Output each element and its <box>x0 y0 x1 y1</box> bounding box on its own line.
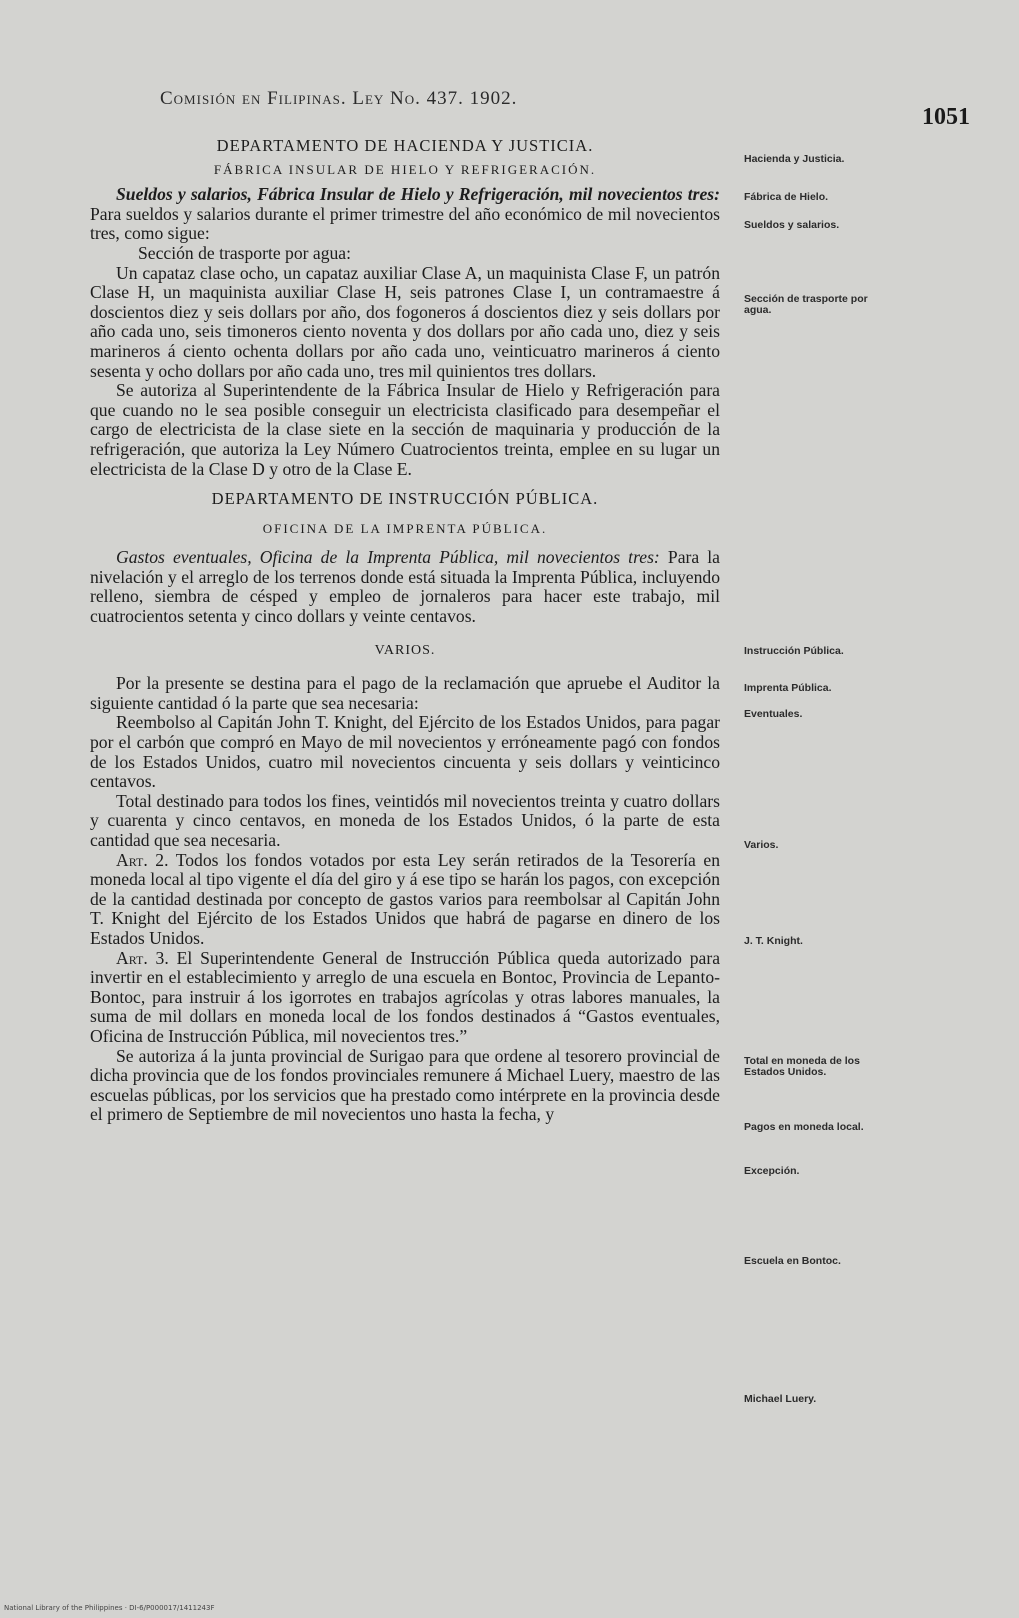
main-text-column <box>90 130 720 1125</box>
paragraph-sueldos-title: Sueldos y salarios, Fábrica Insular de Hielo y Refrigeración, mil novecientos tres: <box>116 184 720 205</box>
paragraph-seccion: Sección de trasporte por agua: <box>138 242 351 263</box>
paragraph-gastos-title: Gastos eventuales, Oficina de la Imprenta Pública, mil novecientos tres: <box>116 547 660 568</box>
margin-note-seccion: Sección de trasporte por agua. <box>744 293 868 316</box>
art2-text: Todos los fondos votados por esta Ley serán retirados de la Tesorería en moneda local al tipo vigente el día del giro y á ese tipo se harán los pagos, con excepción de la cantidad destinada por concepto de gastos varios para reembolsar al Capitán John T. Knight del Ejército de los Estados Unidos que habrá de pagarse en dinero de los Estados Unidos. <box>90 849 721 948</box>
margin-note-escuela: Escuela en Bontoc. <box>744 1255 841 1267</box>
subheading-imprenta: OFICINA DE LA IMPRENTA PÚBLICA. <box>262 520 548 536</box>
margin-note-total: Total en moneda de los Estados Unidos. <box>744 1055 860 1078</box>
art3-label: Art. 3. <box>116 947 169 968</box>
margin-note-fabrica: Fábrica de Hielo. <box>744 191 829 203</box>
page-number: 1051 <box>922 104 970 130</box>
margin-note-instruccion: Instrucción Pública. <box>744 645 844 657</box>
margin-note-eventuales: Eventuales. <box>744 708 803 720</box>
paragraph-luery: Se autoriza á la junta provincial de Surigao para que ordene al tesorero provincial de dicha provincia que de los fondos provinciales remunere á Michael Luery, maestro de las escuelas públicas, por los servicios que ha prestado como intérprete en la provincia desde el primero de Septiembre de mil novecientos uno hasta la fecha, y <box>90 1045 720 1125</box>
margin-note-hacienda: Hacienda y Justicia. <box>744 153 845 165</box>
paragraph-sueldos <box>90 185 720 244</box>
running-title: Comisión en Filipinas. Ley No. 437. 1902. <box>160 88 518 109</box>
margin-note-pagos: Pagos en moneda local. <box>744 1121 864 1133</box>
margin-note-varios: Varios. <box>744 839 779 851</box>
section-heading-hacienda: DEPARTAMENTO DE HACIENDA Y JUSTICIA. <box>216 136 594 155</box>
paragraph-reclamacion: Por la presente se destina para el pago de la reclamación que apruebe el Auditor la siguiente cantidad ó la parte que sea necesaria: <box>90 673 720 713</box>
art3-text: El Superintendente General de Instrucción Pública queda autorizado para invertir en el establecimiento y arreglo de una escuela en Bontoc, Provincia de Lepanto-Bontoc, para instruir á los igorrotes en trabajos agrícolas y otras labores manuales, la suma de mil dollars en moneda local de los fondos destinados á “Gastos eventuales, Oficina de Instrucción Pública, mil novecientos tres.” <box>90 947 721 1046</box>
scan-credit: National Library of the Philippines · DI-6/P000017/1411243F <box>4 1604 215 1612</box>
paragraph-art2 <box>90 851 720 949</box>
subheading-fabrica: FÁBRICA INSULAR DE HIELO Y REFRIGERACIÓN. <box>213 161 597 177</box>
art2-label: Art. 2. <box>116 849 169 870</box>
paragraph-personal: Un capataz clase ocho, un capataz auxiliar Clase A, un maquinista Clase F, un patrón Clase H, un maquinista auxiliar Clase H, seis patrones Clase I, un contramaestre á doscientos diez y seis dollars por año, dos fogoneros á doscientos diez y seis dollars por año cada uno, seis timoneros ciento noventa y dos dollars por año cada uno, diez y seis marineros á ciento ochenta dollars por año cada uno, veinticuatro marineros á ciento sesenta y ocho dollars por año cada uno, tres mil quinientos tres dollars. <box>90 262 720 381</box>
margin-note-excepcion: Excepción. <box>744 1165 800 1177</box>
paragraph-art3 <box>90 949 720 1047</box>
margin-note-luery: Michael Luery. <box>744 1393 817 1405</box>
heading-varios: VARIOS. <box>374 642 436 658</box>
paragraph-electricista: Se autoriza al Superintendente de la Fábrica Insular de Hielo y Refrigeración para que cuando no le sea posible conseguir un electricista clasificado para desempeñar el cargo de electricista de la clase siete en la sección de maquinaria y producción de la refrigeración, que autoriza la Ley Número Cuatrocientos treinta, emplee en su lugar un electricista de la Clase D y otro de la Clase E. <box>90 380 720 479</box>
margin-note-sueldos: Sueldos y salarios. <box>744 219 840 231</box>
paragraph-total: Total destinado para todos los fines, veintidós mil novecientos treinta y cuatro dollars y cuarenta y cinco centavos, en moneda de los Estados Unidos, ó la parte de esta cantidad que sea necesaria. <box>90 790 720 850</box>
paragraph-knight: Reembolso al Capitán John T. Knight, del Ejército de los Estados Unidos, para pagar por el carbón que compró en Mayo de mil novecientos y erróneamente pagó con fondos de los Estados Unidos, cuatro mil novecientos cincuenta y seis dollars y veinticinco centavos. <box>90 712 720 792</box>
section-heading-instruccion: DEPARTAMENTO DE INSTRUCCIÓN PÚBLICA. <box>211 489 599 509</box>
paragraph-sueldos-body: Para sueldos y salarios durante el primer trimestre del año económico de mil novecientos tres, como sigue: <box>90 203 720 244</box>
paragraph-gastos <box>90 548 720 626</box>
margin-note-imprenta: Imprenta Pública. <box>744 682 832 694</box>
margin-note-knight: J. T. Knight. <box>744 935 803 947</box>
paragraph-gastos-body: Para la nivelación y el arreglo de los terrenos donde está situada la Imprenta Pública, incluyendo relleno, siembra de césped y empleo de jornaleros para hacer este trabajo, mil cuatrocientos setenta y cinco dollars y veinte centavos. <box>90 547 720 627</box>
